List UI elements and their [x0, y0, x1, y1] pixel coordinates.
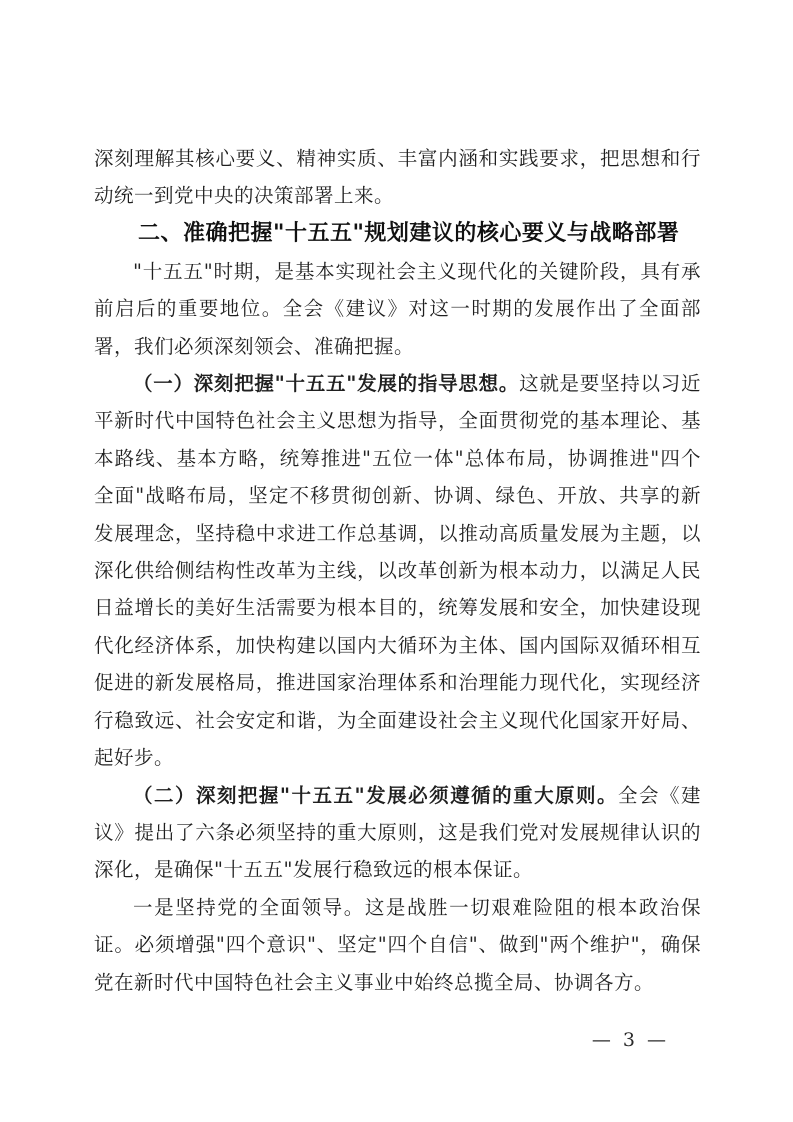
paragraph-lead: （一）深刻把握"十五五"发展的指导思想。	[133, 372, 520, 396]
paragraph	[94, 365, 701, 776]
page-text-block	[94, 140, 701, 1001]
paragraph-continuation: 深刻理解其核心要义、精神实质、丰富内涵和实践要求，把思想和行动统一到党中央的决策部署上来。	[94, 147, 701, 208]
section-heading: 二、准确把握"十五五"规划建议的核心要义与战略部署	[138, 220, 680, 246]
page-number: — 3 —	[591, 1029, 669, 1051]
paragraph-text: 全会《建议》提出了六条必须坚持的重大原则，这是我们党对发展规律认识的深化，是确保"十五五"发展行稳致远的根本保证。	[94, 783, 701, 882]
paragraph-lead: （二）深刻把握"十五五"发展必须遵循的重大原则。	[133, 783, 619, 807]
paragraph: 一是坚持党的全面领导。这是战胜一切艰难险阻的根本政治保证。必须增强"四个意识"、坚定"四个自信"、做到"两个维护"，确保党在新时代中国特色社会主义事业中始终总揽全局、协调各方。	[94, 895, 701, 994]
paragraph: "十五五"时期，是基本实现社会主义现代化的关键阶段，具有承前启后的重要地位。全会《建议》对这一时期的发展作出了全面部署，我们必须深刻领会、准确把握。	[94, 259, 701, 358]
paragraph-text: 这就是要坚持以习近平新时代中国特色社会主义思想为指导，全面贯彻党的基本理论、基本路线、基本方略，统筹推进"五位一体"总体布局，协调推进"四个全面"战略布局，坚定不移贯彻创新、协调、绿色、开放、共享的新发展理念，坚持稳中求进工作总基调，以推动高质量发展为主题，以深化供给侧结构性改革为主线，以改革创新为根本动力，以满足人民日益增长的美好生活需要为根本目的，统筹发展和安全，加快建设现代化经济体系，加快构建以国内大循环为主体、国内国际双循环相互促进的新发展格局，推进国家治理体系和治理能力现代化，实现经济行稳致远、社会安定和谐，为全面建设社会主义现代化国家开好局、起好步。	[94, 372, 701, 770]
paragraph	[94, 777, 701, 889]
